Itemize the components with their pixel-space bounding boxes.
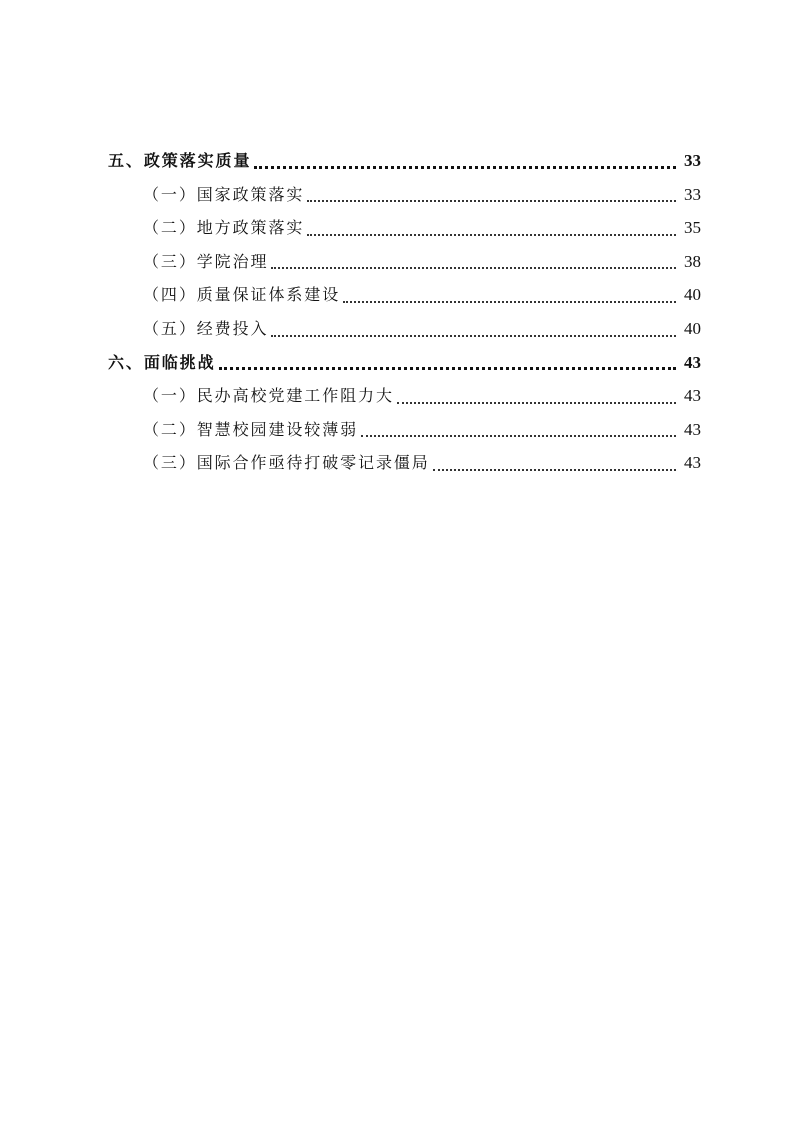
toc-page-number: 43 bbox=[684, 453, 701, 473]
toc-entry-6-2[interactable] bbox=[108, 413, 701, 447]
dot-leader bbox=[343, 301, 676, 303]
toc-entry-title: （五）经费投入 bbox=[143, 318, 269, 338]
toc-entry-title: （一）民办高校党建工作阻力大 bbox=[143, 386, 394, 406]
toc-page-number: 43 bbox=[684, 386, 701, 406]
dot-leader bbox=[397, 402, 676, 404]
toc-page-number: 33 bbox=[684, 151, 701, 170]
toc-entry-6-1[interactable] bbox=[108, 379, 701, 413]
dot-leader bbox=[271, 335, 676, 337]
toc-entry-title: 六、面临挑战 bbox=[108, 352, 216, 372]
toc-page-number: 43 bbox=[684, 419, 701, 439]
toc-page-number: 38 bbox=[684, 251, 701, 271]
dot-leader bbox=[433, 469, 676, 471]
toc-entry-5-5[interactable] bbox=[108, 312, 701, 346]
toc-page-number: 40 bbox=[684, 285, 701, 305]
toc-entry-title: （三）学院治理 bbox=[143, 251, 269, 271]
toc-entry-section-6[interactable] bbox=[108, 346, 701, 380]
toc-page-number: 43 bbox=[684, 352, 701, 372]
dot-leader bbox=[307, 200, 676, 202]
table-of-contents bbox=[108, 144, 701, 480]
toc-page-number: 35 bbox=[684, 218, 701, 238]
toc-entry-title: （一）国家政策落实 bbox=[143, 184, 305, 204]
toc-entry-title: 五、政策落实质量 bbox=[108, 151, 252, 170]
toc-entry-title: （四）质量保证体系建设 bbox=[143, 285, 341, 305]
toc-page-number: 40 bbox=[684, 318, 701, 338]
toc-entry-5-2[interactable] bbox=[108, 211, 701, 245]
toc-entry-title: （二）智慧校园建设较薄弱 bbox=[143, 419, 359, 439]
dot-leader bbox=[361, 435, 676, 437]
dot-leader bbox=[271, 267, 676, 269]
toc-entry-5-3[interactable] bbox=[108, 245, 701, 279]
toc-entry-5-1[interactable] bbox=[108, 178, 701, 212]
toc-page-number: 33 bbox=[684, 184, 701, 204]
toc-entry-title: （三）国际合作亟待打破零记录僵局 bbox=[143, 453, 430, 473]
toc-entry-section-5[interactable] bbox=[108, 144, 701, 178]
dot-leader bbox=[254, 166, 676, 169]
toc-entry-5-4[interactable] bbox=[108, 278, 701, 312]
dot-leader bbox=[219, 367, 676, 370]
toc-entry-6-3[interactable] bbox=[108, 446, 701, 480]
toc-entry-title: （二）地方政策落实 bbox=[143, 218, 305, 238]
dot-leader bbox=[307, 234, 676, 236]
